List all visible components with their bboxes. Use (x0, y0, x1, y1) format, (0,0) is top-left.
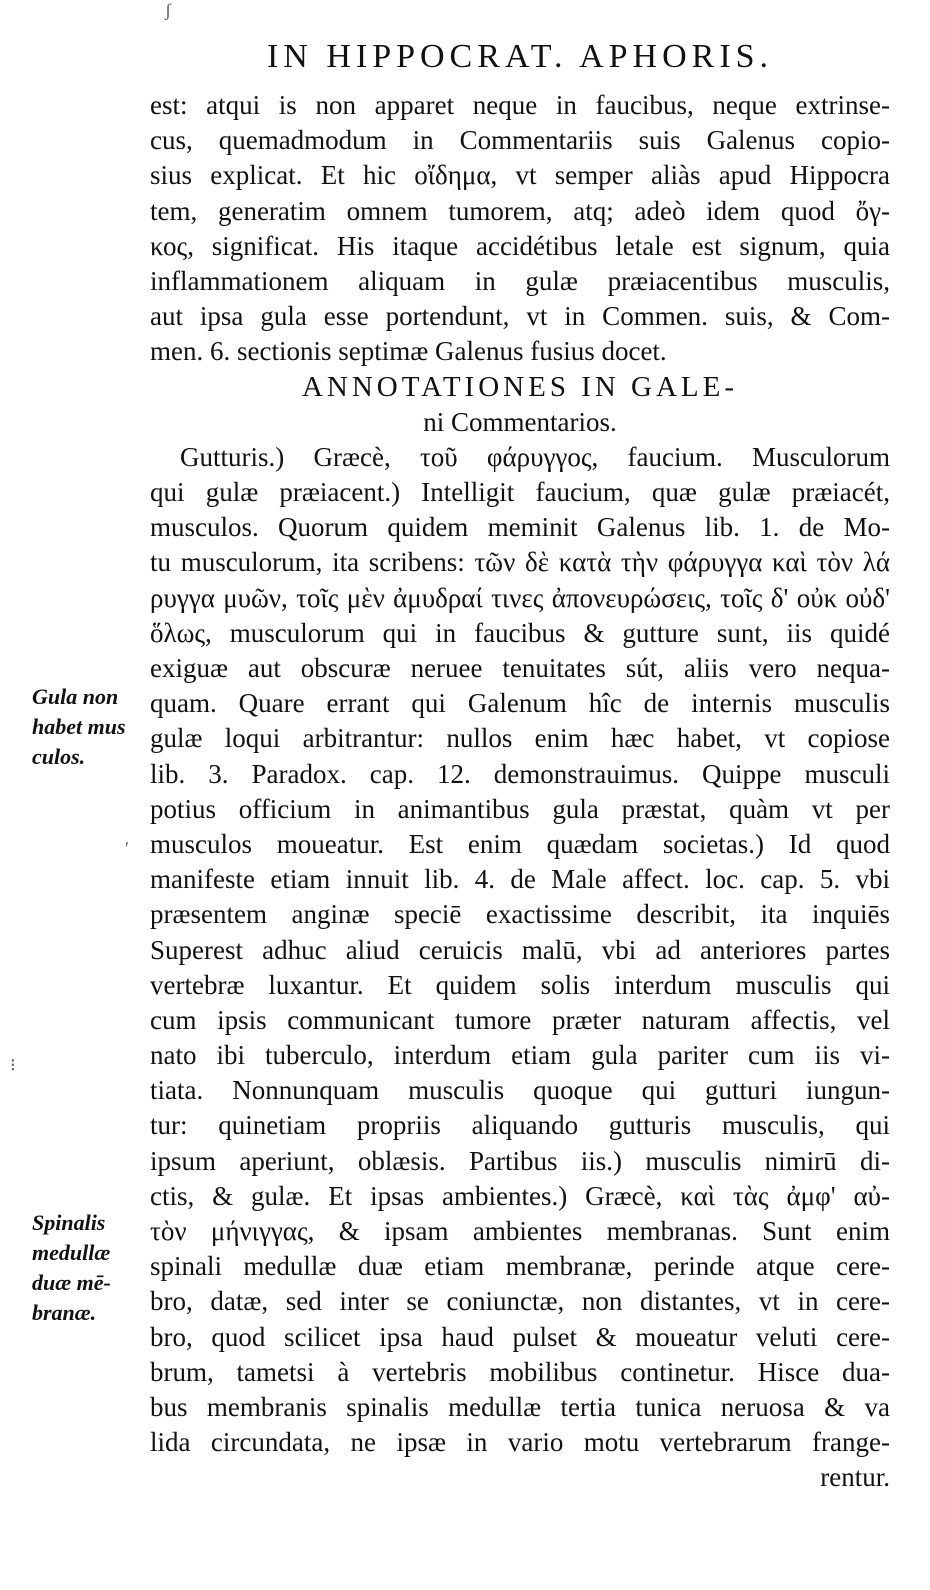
margin-note-spinalis (32, 1208, 111, 1328)
text-line: cus, quemadmodum in Commentariis suis Galenus copio- (150, 125, 890, 156)
text-line: præsentem anginæ speciē exactissime describit, ita inquiēs (150, 899, 890, 930)
text-line: quam. Quare errant qui Galenum hîc de internis musculis (150, 688, 890, 719)
text-line: ipsum aperiunt, oblæsis. Partibus iis.) musculis nimirū di- (150, 1145, 890, 1176)
text-line: potius officium in animantibus gula præstat, quàm vt per (150, 793, 890, 824)
margin-note-line: habet mus (32, 714, 126, 739)
text-line: spinali medullæ duæ etiam membranæ, perinde atque cere- (150, 1251, 890, 1282)
text-line: bro, quod scilicet ipsa haud pulset & moueatur veluti cere- (150, 1321, 890, 1352)
margin-note-line: Spinalis (32, 1210, 106, 1235)
text-line: ctis, & gulæ. Et ipsas ambientes.) Græcè, καὶ τὰς ἀμφ' αὐ- (150, 1180, 890, 1211)
main-text-block (150, 88, 890, 1496)
text-line: Gutturis.) Græcè, τοῦ φάρυγγος, faucium. Musculorum (180, 441, 890, 472)
text-line: tu musculorum, ita scribens: τῶν δὲ κατὰ τὴν φάρυγγα καὶ τὸν λά (150, 547, 890, 578)
margin-note-line: branæ. (32, 1300, 97, 1325)
text-line: qui gulæ præiacent.) Intelligit faucium, quæ gulæ præiacét, (150, 477, 890, 508)
margin-note-line: Gula non (32, 684, 119, 709)
text-line: bro, datæ, sed inter se coniunctæ, non distantes, vt in cere- (150, 1286, 890, 1317)
text-line: tem, generatim omnem tumorem, atq; adeò idem quod ὄγ- (150, 195, 890, 226)
margin-note-line: medullæ (32, 1240, 111, 1265)
text-line: bus membranis spinalis medullæ tertia tunica neruosa & va (150, 1391, 890, 1422)
text-line: cum ipsis communicant tumore præter naturam affectis, vel (150, 1004, 890, 1035)
text-line: est: atqui is non apparet neque in faucibus, neque extrinse- (150, 90, 890, 120)
text-line: men. 6. sectionis septimæ Galenus fusius docet. (150, 336, 667, 367)
text-line: τὸν μήνιγγας, & ipsam ambientes membranas. Sunt enim (150, 1216, 890, 1246)
text-line: musculos moueatur. Est enim quædam societas.) Id quod (150, 828, 890, 859)
text-line: vertebræ luxantur. Et quidem solis interdum musculis qui (150, 969, 890, 1000)
text-line: manifeste etiam innuit lib. 4. de Male affect. loc. cap. 5. vbi (150, 864, 890, 895)
margin-note-gula (32, 682, 126, 772)
margin-note-line: duæ mē- (32, 1270, 111, 1295)
text-line: tiata. Nonnunquam musculis quoque qui gutturi iungun- (150, 1075, 890, 1106)
text-line: tur: quinetiam propriis aliquando gutturis musculis, qui (150, 1110, 890, 1141)
stray-mark: ⁝ (10, 1055, 16, 1075)
text-line: lida circundata, ne ipsæ in vario motu vertebrarum frange- (150, 1427, 890, 1458)
stray-mark: ʹ (125, 838, 129, 858)
section-heading: ANNOTATIONES IN GALE- (301, 370, 739, 403)
stray-mark: ʃ (165, 0, 171, 20)
text-line: rentur. (820, 1462, 890, 1493)
margin-note-line: culos. (32, 744, 86, 769)
section-subheading: ni Commentarios. (423, 406, 617, 437)
text-line: aut ipsa gula esse portendunt, vt in Commen. suis, & Com- (150, 301, 890, 332)
text-line: lib. 3. Paradox. cap. 12. demonstrauimus. Quippe musculi (150, 758, 890, 789)
text-line: nato ibi tuberculo, interdum etiam gula pariter cum iis vi- (150, 1040, 890, 1071)
text-line: exiguæ aut obscuræ neruee tenuitates sút, aliis vero nequa- (150, 653, 890, 683)
text-line: ρυγγα μυῶν, τοῖς μὲν ἀμυδραί τινες ἀπονευρώσεις, τοῖς δ' οὐκ οὐδ' (150, 582, 890, 613)
running-header: IN HIPPOCRAT. APHORIS. (266, 38, 774, 75)
text-line: gulæ loqui arbitrantur: nullos enim hæc habet, vt copiose (150, 723, 890, 754)
text-line: Superest adhuc aliud ceruicis malū, vbi ad anteriores partes (150, 934, 890, 965)
text-line: musculos. Quorum quidem meminit Galenus lib. 1. de Mo- (150, 512, 890, 543)
text-line: ὅλως, musculorum qui in faucibus & gutture sunt, iis quidé (150, 617, 890, 648)
text-line: κος, significat. His itaque accidétibus letale est signum, quia (150, 230, 890, 261)
text-line: brum, tametsi à vertebris mobilibus continetur. Hisce dua- (150, 1356, 890, 1387)
text-line: sius explicat. Et hic οἴδημα, vt semper aliàs apud Hippocra (150, 160, 890, 191)
text-line: inflammationem aliquam in gulæ præiacentibus musculis, (150, 265, 890, 296)
